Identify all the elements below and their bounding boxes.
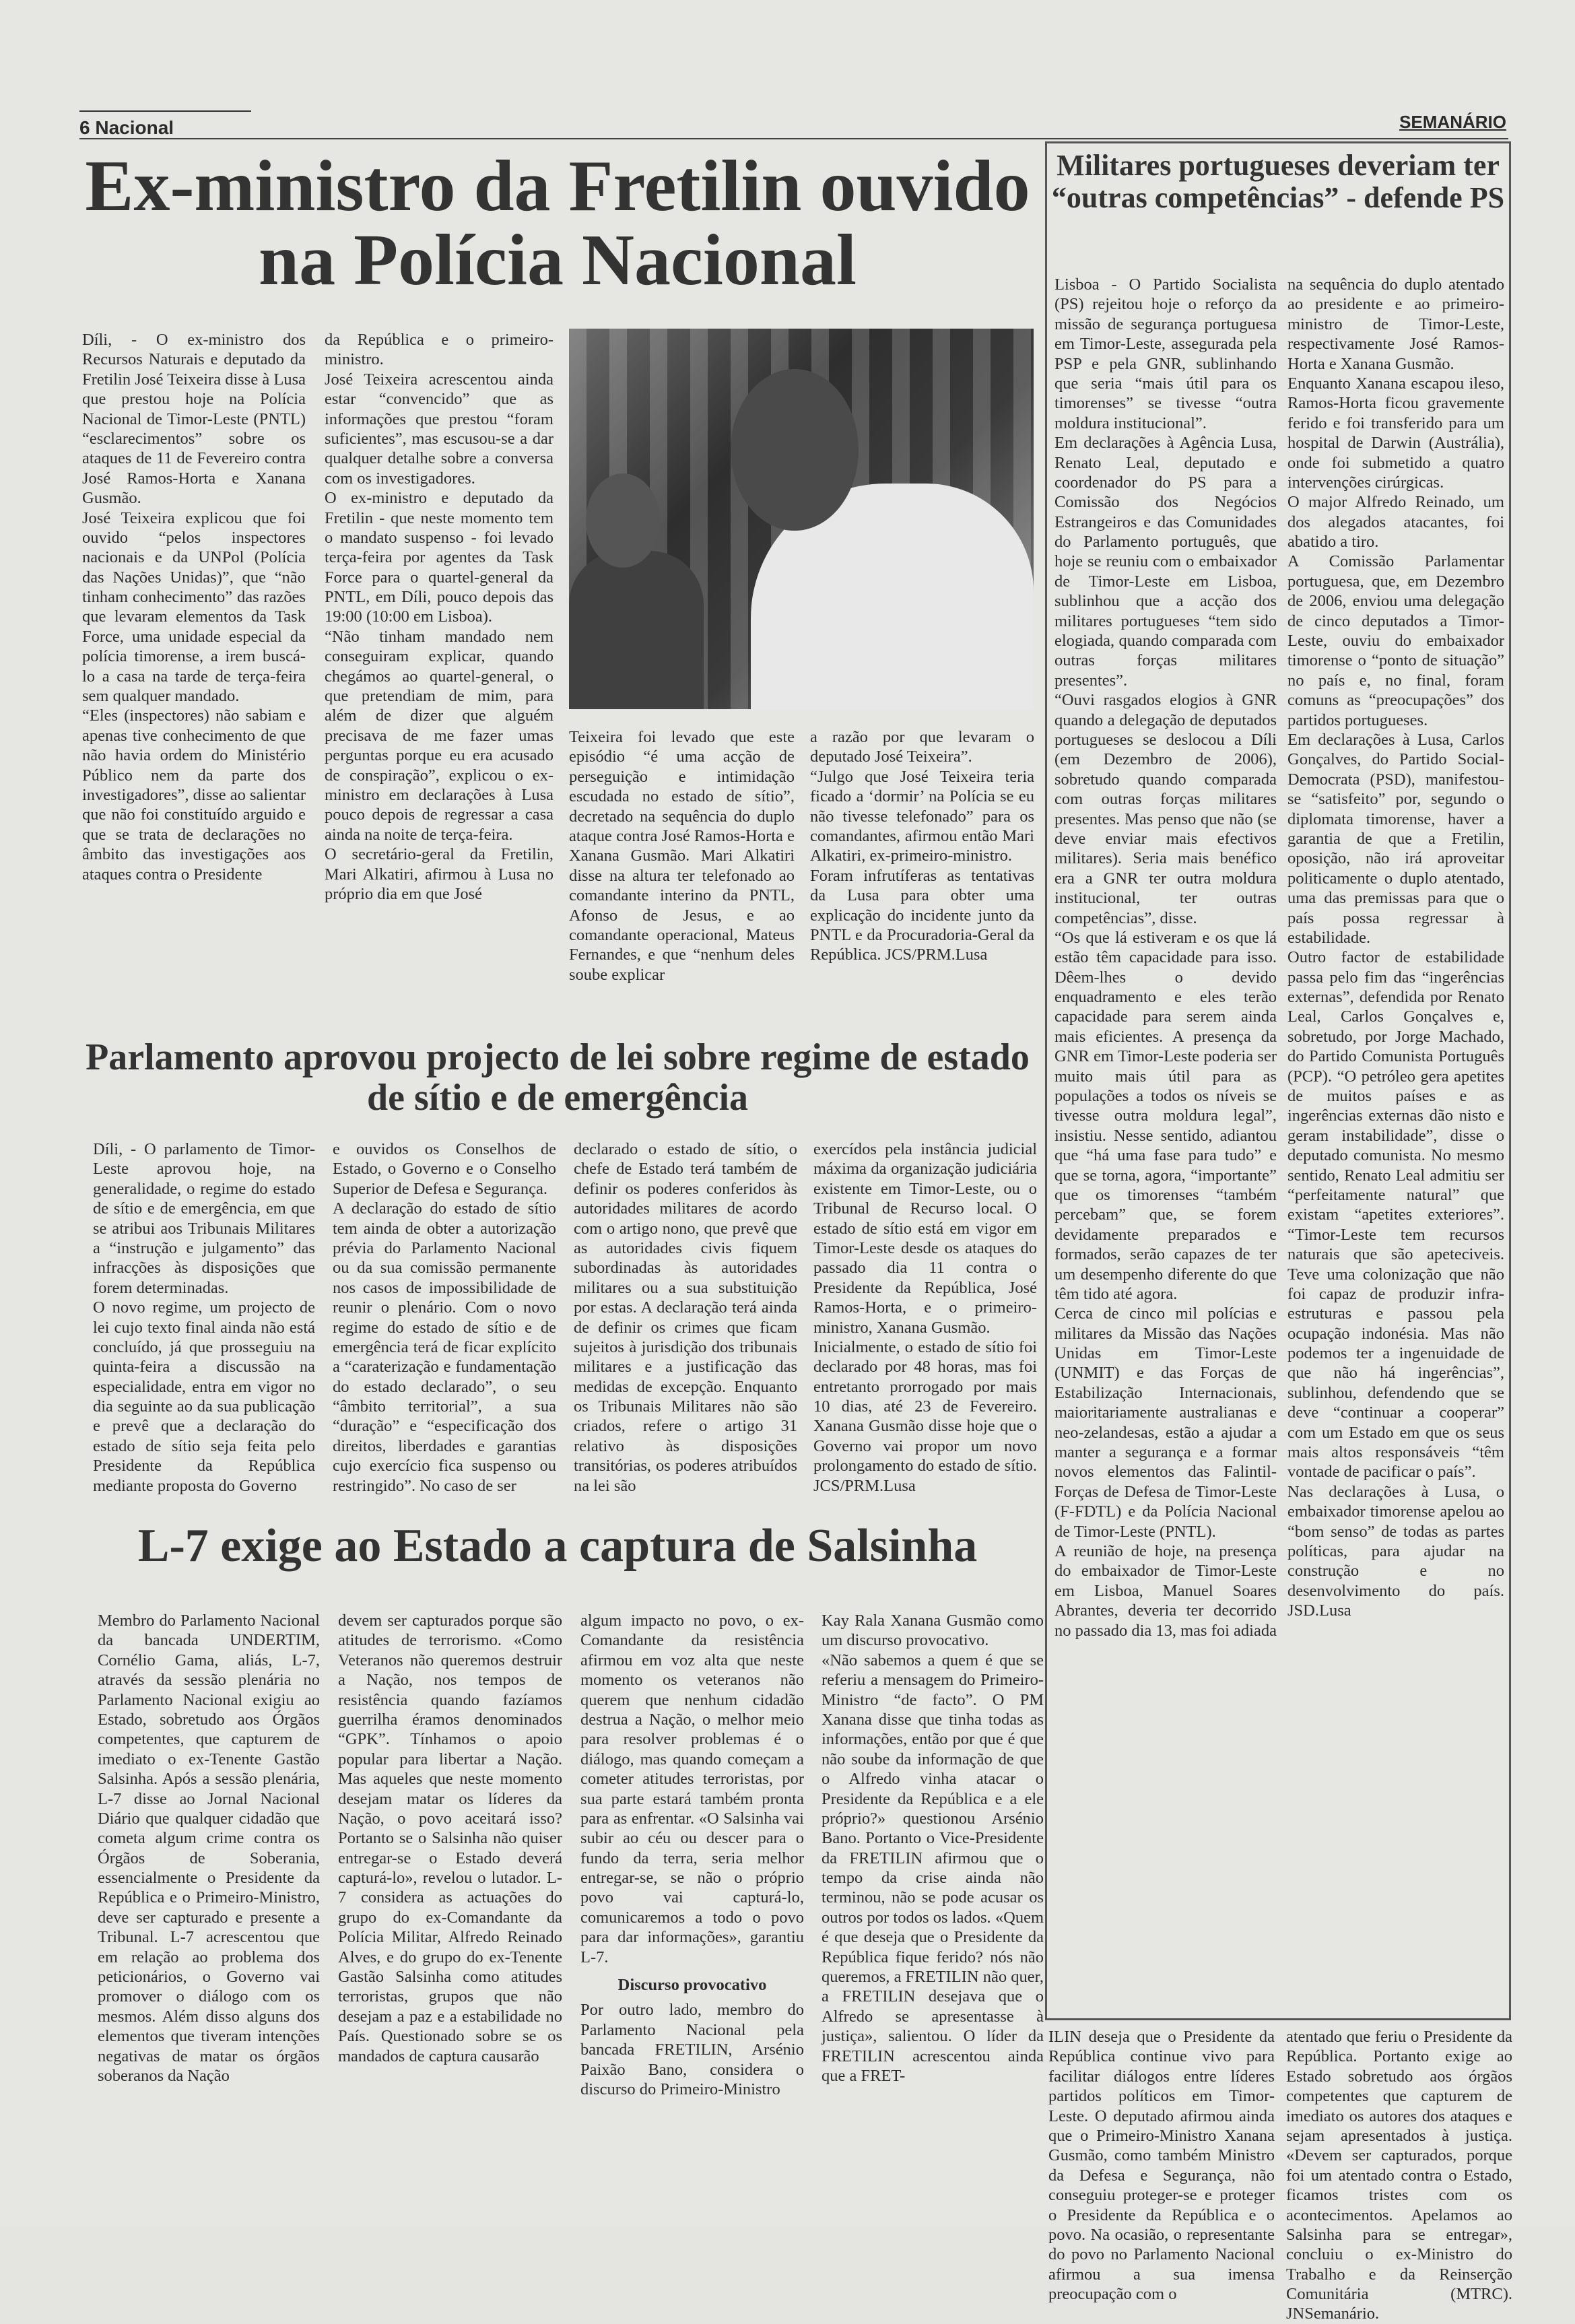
paragraph: “Os que lá estiveram e os que lá estão têm capacidade para isso. Dêem-lhes o devido enquadramento e eles terão capacidade para serem ainda mais eficientes. A presença da GNR em Timor-Leste poderia ser muito mais útil para as populações a todos os níveis se tivesse outra moldura legal”, insistiu. Nesse sentido, adiantou que “há uma fase para tudo” e que se torna, agora, “importante” que os timorenses “também percebam” que, se forem devidamente preparados e formados, serão capazes de ter um desempenho diferente do que têm tido até agora.: [1054, 928, 1277, 1303]
paragraph: «Não sabemos a quem é que se referiu a mensagem do Primeiro-Ministro “de facto”. O PM Xanana disse que tinha todas as informações, então por que é que não soube da informação de que o Alfredo vinha atacar o Presidente da República e a ele próprio?» questionou Arsénio Bano. Portanto o Vice-Presidente da FRETILIN afirmou que o tempo da crise ainda não terminou, não se pode acusar os outros por todos os lados. «Quem é que deseja que o Presidente da República fique ferido? nós não queremos, a FRETILIN não quer, a FRETILIN desejava que o Alfredo se apresentasse à justiça», salientou. O líder da FRETILIN acrescentou ainda que a FRET-: [822, 1651, 1044, 2085]
article2-headline: Parlamento aprovou projecto de lei sobre regime de estado de sítio e de emergência: [86, 1036, 1030, 1119]
article3-column-1: [98, 1611, 320, 2136]
paragraph: Por outro lado, membro do Parlamento Nacional pela bancada FRETILIN, Arsénio Paixão Bano, considera o discurso do Primeiro-Ministro: [580, 2001, 804, 2098]
paragraph: na sequência do duplo atentado ao presidente e ao primeiro-ministro de Timor-Leste, respectivamente José Ramos-Horta e Xanana Gusmão.: [1287, 275, 1504, 373]
article3-column-5: [1048, 2027, 1275, 2304]
paragraph: Cerca de cinco mil polícias e militares da Missão das Nações Unidas em Timor-Leste (UNMIT) e das Forças de Estabilização Internacionais, maioritariamente australianas e neo-zelandesas, estão a ajudar a manter a segurança e a formar novos elementos das Falintil-Forças de Defesa de Timor-Leste (F-FDTL) e da Polícia Nacional de Timor-Leste (PNTL).: [1054, 1304, 1277, 1541]
paragraph: O novo regime, um projecto de lei cujo texto final ainda não está concluído, já que prosseguiu na quinta-feira a discussão na especialidade, entra em vigor no dia seguinte ao da sua publicação e prevê que a declaração do estado de sítio seja feita pelo Presidente da República mediante proposta do Governo: [93, 1298, 315, 1495]
paragraph: e ouvidos os Conselhos de Estado, o Governo e o Conselho Superior de Defesa e Segurança.: [333, 1140, 556, 1198]
article1-column-2: [325, 330, 554, 1047]
article3-column-3-after: [580, 2000, 804, 2099]
paragraph: Lisboa - O Partido Socialista (PS) rejeitou hoje o reforço da missão de segurança portuguesa em Timor-Leste, assegurada pela PSP e pela GNR, sublinhando que seria “mais útil para os timorenses” se tivesse “outra moldura institucional”.: [1054, 275, 1277, 432]
paragraph: Teixeira foi levado que este episódio “é uma acção de perseguição e intimidação escudada no estado de sítio”, decretado na sequência do duplo ataque contra José Ramos-Horta e Xanana Gusmão. Mari Alkatiri disse na altura ter telefonado ao comandante interino da PNTL, Afonso de Jesus, e ao comandante operacional, Mateus Fernandes, e que “nenhum deles soube explicar: [569, 728, 795, 984]
paragraph: “Eles (inspectores) não sabiam e apenas tive conhecimento de que não havia ordem do Ministério Público nem da parte dos investigadores”, disse ao salientar que não foi constituído arguido e que se trata de declarações no âmbito das investigações aos ataques contra o Presidente: [82, 706, 306, 884]
paragraph: Foram infrutíferas as tentativas da Lusa para obter uma explicação do incidente junto da PNTL e da Procuradoria-Geral da República. JCS/PRM.Lusa: [810, 866, 1034, 964]
article1-column-1: [82, 330, 306, 1047]
section-rule: [79, 110, 251, 112]
paragraph: Membro do Parlamento Nacional da bancada UNDERTIM, Cornélio Gama, aliás, L-7, através da sessão plenária no Parlamento Nacional exigiu ao Estado, sobretudo aos Órgãos competentes, que capturem de imediato o ex-Tenente Gastão Salsinha. Após a sessão plenária, L-7 disse ao Jornal Nacional Diário que qualquer cidadão que cometa algum crime contra os Órgãos de Soberania, essencialmente o Presidente da República e o Primeiro-Ministro, deve ser capturado e presente a Tribunal. L-7 acrescentou que em relação ao problema dos peticionários, o Governo vai promover o diálogo com os mesmos. Além disso alguns dos elementos que tiveram intenções negativas de matar os órgãos soberanos da Nação: [98, 1612, 320, 2085]
article3-column-2: [338, 1611, 562, 2136]
sidebar-headline: Militares portugueses deveriam ter “outras competências” - defende PS: [1051, 149, 1505, 215]
article1-column-4: [810, 727, 1034, 1044]
paragraph: Nas declarações à Lusa, o embaixador timorense apelou ao “bom senso” de todas as partes políticas, para ajudar na construção e no desenvolvimento do país. JSD.Lusa: [1287, 1482, 1504, 1620]
paragraph: Em declarações à Agência Lusa, Renato Leal, deputado e coordenador do PS para a Comissão dos Negócios Estrangeiros e das Comunidades do Parlamento português, que hoje se reuniu com o embaixador de Timor-Leste em Lisboa, sublinhou que a acção dos militares portugueses “tem sido elogiada, quando comparada com outras forças militares presentes”.: [1054, 434, 1277, 690]
article3-column-4: [822, 1611, 1044, 2136]
paragraph: da República e o primeiro-ministro.: [325, 331, 554, 369]
paragraph: Kay Rala Xanana Gusmão como um discurso provocativo.: [822, 1612, 1044, 1650]
publication-name: SEMANÁRIO: [1399, 112, 1506, 132]
article2-column-2: [333, 1139, 556, 1517]
paragraph: a razão por que levaram o deputado José Teixeira”.: [810, 728, 1034, 766]
paragraph: Em declarações à Lusa, Carlos Gonçalves, do Partido Social-Democrata (PSD), manifestou-se “satisfeito” por, segundo o diplomata timorense, haver a garantia de que a Fretilin, oposição, não irá aproveitar politicamente o duplo atentado, uma das premissas para que o país possa regressar à estabilidade.: [1287, 730, 1504, 947]
paragraph: Díli, - O parlamento de Timor-Leste aprovou hoje, na generalidade, o regime do estado de sítio e de emergência, em que se atribui aos Tribunais Militares a “instrução e julgamento” das infracções às disposições que forem determinadas.: [93, 1140, 315, 1297]
paragraph: A Comissão Parlamentar portuguesa, que, em Dezembro de 2006, enviou uma delegação de cinco deputados a Timor-Leste, ouviu do embaixador timorense o “ponto de situação” no país e, no final, foram comuns as “preocupações” dos partidos portugueses.: [1287, 552, 1504, 729]
paragraph: O secretário-geral da Fretilin, Mari Alkatiri, afirmou à Lusa no próprio dia em que José: [325, 845, 554, 903]
section-label: 6 Nacional: [79, 117, 174, 138]
paragraph: atentado que feriu o Presidente da República. Portanto exige ao Estado sobretudo aos órgãos competentes que capturem de imediato os autores dos ataques e sejam apresentados à justiça. «Devem ser capturados, porque foi um atentado contra o Estado, ficamos tristes com os acontecimentos. Apelamos ao Salsinha para se entregar», concluiu o ex-Ministro do Trabalho e da Reinserção Comunitária (MTRC). JNSemanário.: [1286, 2028, 1512, 2323]
paragraph: devem ser capturados porque são atitudes de terrorismo. «Como Veteranos não queremos destruir a Nação, nos tempos de resistência quando fazíamos guerrilha éramos denominados “GPK”. Tínhamos o apoio popular para libertar a Nação. Mas aqueles que neste momento desejam matar os líderes da Nação, o povo aceitará isso? Portanto se o Salsinha não quiser entregar-se o Estado deverá capturá-lo», revelou o lutador. L-7 considera as actuações do grupo do ex-Comandante da Polícia Militar, Alfredo Reinado Alves, e do grupo do ex-Tenente Gastão Salsinha como atitudes terroristas, grupos que não desejam a paz e a estabilidade no País. Questionado sobre se os mandados de captura causarão: [338, 1612, 562, 2065]
article3-column-3-body: [580, 1611, 804, 1967]
article1-column-3: [569, 727, 795, 1044]
article1-photo: [569, 329, 1034, 709]
paragraph: Inicialmente, o estado de sítio foi declarado por 48 horas, mas foi entretanto prorrogado por mais 10 dias, até 23 de Fevereiro. Xanana Gusmão disse hoje que o Governo vai propor um novo prolongamento do estado de sítio. JCS/PRM.Lusa: [813, 1337, 1037, 1495]
article3-column-6: [1286, 2027, 1512, 2323]
article2-column-1: [93, 1139, 315, 1517]
paragraph: Outro factor de estabilidade passa pelo fim das “ingerências externas”, defendida por Renato Leal, Carlos Gonçalves e, sobretudo, por Jorge Machado, do Partido Comunista Português (PCP). “O petróleo gera apetites de muitos países e as ingerências externas dão nisto e geram instabilidade”, disse o deputado comunista. No mesmo sentido, Renato Leal admitiu ser “perfeitamente natural” que existam “apetites exteriores”. “Timor-Leste tem recursos naturais que são apeteciveis. Teve uma colonização que não foi capaz de produzir infra-estruturas e passou pela ocupação indonésia. Mas não podemos ter a ingenuidade de que não há ingerências”, sublinhou, defendendo que se deve “continuar a cooperar” com um Estado em que os seus mais altos responsáveis “têm vontade de pacificar o país”.: [1287, 948, 1504, 1482]
paragraph: “Ouvi rasgados elogios à GNR quando a delegação de deputados portugueses se deslocou a Díli (em Dezembro de 2006), sobretudo quando comparada com outras forças militares presentes. Mas penso que não (se deve enviar mais efectivos militares). Seria mais benéfico era a GNR ter outra moldura institucional, ter outras competências”, disse.: [1054, 691, 1277, 927]
sidebar-column-2: [1287, 275, 1504, 2016]
article3-subheading: Discurso provocativo: [617, 1976, 767, 1995]
article3-headline: L-7 exige ao Estado a captura de Salsinha: [137, 1520, 978, 1572]
paragraph: declarado o estado de sítio, o chefe de Estado terá também de definir os poderes conferidos às autoridades militares de acordo com o artigo nono, que prevê que as autoridades civis fiquem subordinadas às autoridades militares ou a sua substituição por estas. A declaração terá ainda de definir os crimes que ficam sujeitos à jurisdição dos tribunais militares e a justificação das medidas de excepção. Enquanto os Tribunais Militares não são criados, refere o artigo 31 relativo às disposições transitórias, os poderes atribuídos na lei são: [574, 1140, 797, 1495]
paragraph: “Não tinham mandado nem conseguiram explicar, quando chegámos ao quartel-general, o que pretendiam de mim, para além de dizer que alguém precisava de me fazer umas perguntas porque eu era acusado de conspiração”, explicou o ex-ministro em declarações à Lusa pouco depois de regressar a casa ainda na noite de terça-feira.: [325, 627, 554, 844]
paragraph: A reunião de hoje, na presença do embaixador de Timor-Leste em Lisboa, Manuel Soares Abrantes, deveria ter decorrido no passado dia 13, mas foi adiada: [1054, 1542, 1277, 1640]
article3-column-3: [580, 1611, 804, 2136]
article2-column-3: [574, 1139, 797, 1517]
paragraph: Enquanto Xanana escapou ileso, Ramos-Horta ficou gravemente ferido e foi transferido para um hospital de Darwin (Austrália), onde foi submetido a quatro intervenções cirúrgicas.: [1287, 374, 1504, 492]
header-rule: [79, 138, 1508, 139]
paragraph: Díli, - O ex-ministro dos Recursos Naturais e deputado da Fretilin José Teixeira disse à Lusa que prestou hoje na Polícia Nacional de Timor-Leste (PNTL) “esclarecimentos” sobre os ataques de 11 de Fevereiro contra José Ramos-Horta e Xanana Gusmão.: [82, 331, 306, 508]
sidebar-column-1: [1054, 275, 1277, 2016]
paragraph: ILIN deseja que o Presidente da República continue vivo para facilitar diálogos entre líderes partidos políticos em Timor-Leste. O deputado afirmou ainda que o Primeiro-Ministro Xanana Gusmão, como também Ministro da Defesa e Segurança, não conseguiu proteger-se e proteger o Presidente da República e o povo. Na ocasião, o representante do povo no Parlamento Nacional afirmou a sua imensa preocupação com o: [1048, 2028, 1275, 2304]
paragraph: A declaração do estado de sítio tem ainda de obter a autorização prévia do Parlamento Nacional ou da sua comissão permanente nos casos de impossibilidade de reunir o plenário. Com o novo regime do estado de sítio e de emergência terá de ficar explícito a “caraterização e fundamentação do estado declarado”, o seu “âmbito territorial”, a sua “duração” e “especificação dos direitos, liberdades e garantias cujo exercício fica suspenso ou restringido”. No caso de ser: [333, 1199, 556, 1495]
paragraph: José Teixeira acrescentou ainda estar “convencido” que as informações que prestou “foram suficientes”, mas escusou-se a dar qualquer detalhe sobre a conversa com os investigadores.: [325, 370, 554, 488]
paragraph: “Julgo que José Teixeira teria ficado a ‘dormir’ na Polícia se eu não tivesse telefonado” para os comandantes, afirmou então Mari Alkatiri, ex-primeiro-ministro.: [810, 767, 1034, 865]
paragraph: O ex-ministro e deputado da Fretilin - que neste momento tem o mandato suspenso - foi levado terça-feira por agentes da Task Force para o quartel-general da PNTL, em Díli, pouco depois das 19:00 (10:00 em Lisboa).: [325, 489, 554, 626]
article1-headline: Ex-ministro da Fretilin ouvido na Polícia Nacional: [85, 146, 1030, 301]
paragraph: O major Alfredo Reinado, um dos alegados atacantes, foi abatido a tiro.: [1287, 493, 1504, 552]
article2-column-4: [813, 1139, 1037, 1517]
paragraph: exercídos pela instância judicial máxima da organização judiciária existente em Timor-Leste, ou o Tribunal de Recurso local. O estado de sítio está em vigor em Timor-Leste desde os ataques do passado dia 11 contra o Presidente da República, José Ramos-Horta, e o primeiro-ministro, Xanana Gusmão.: [813, 1140, 1037, 1337]
paragraph: José Teixeira explicou que foi ouvido “pelos inspectores nacionais e da UNPol (Polícia das Nações Unidas)”, que “não tinham conhecimento” das razões que levaram elementos da Task Force, uma unidade especial da polícia timorense, a irem buscá-lo a casa na tarde de terça-feira sem qualquer mandado.: [82, 508, 306, 706]
paragraph: algum impacto no povo, o ex-Comandante da resistência afirmou em voz alta que neste momento os veteranos não querem que nenhum cidadão destrua a Nação, o melhor meio para resolver problemas é o diálogo, mas quando começam a cometer atitudes terroristas, por sua parte estará também pronta para as enfrentar. «O Salsinha vai subir ao céu ou descer para o fundo da terra, seria melhor entregar-se, se não o próprio povo vai capturá-lo, comunicaremos a todo o povo para dar informações», garantiu L-7.: [580, 1612, 804, 1966]
